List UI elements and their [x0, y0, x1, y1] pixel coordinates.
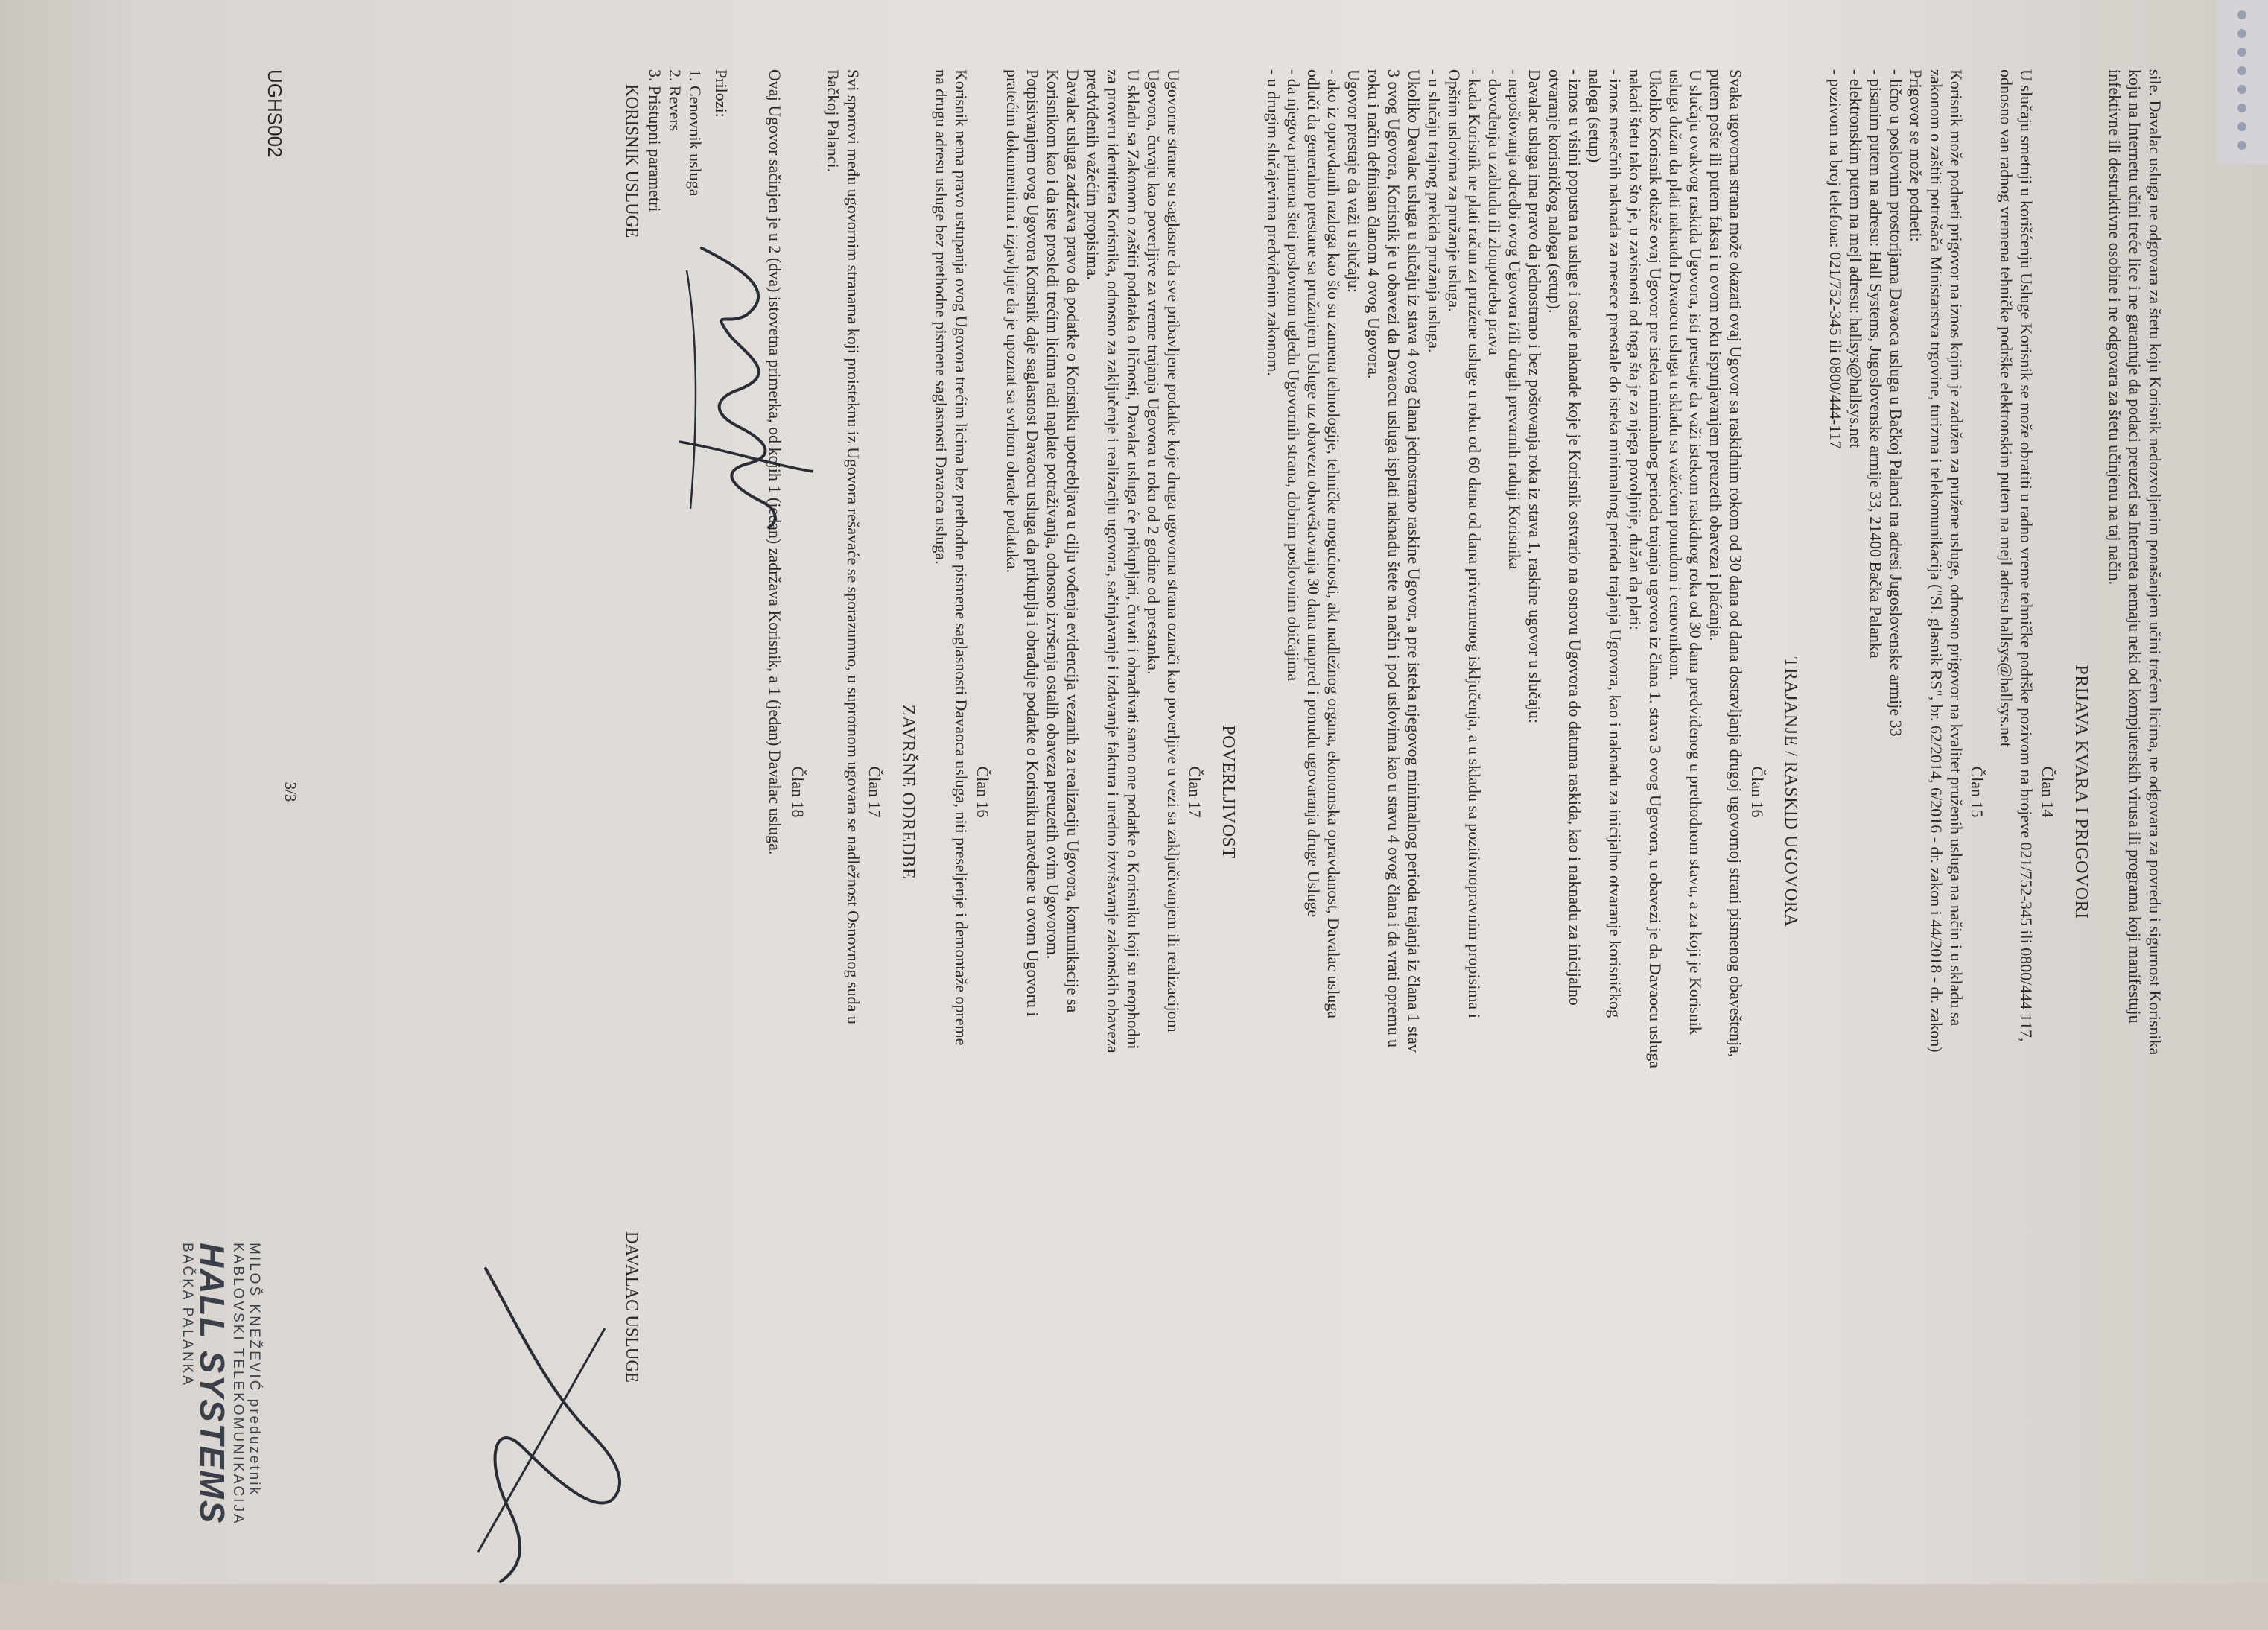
- clan-16-line: - nepoštovanja odredbi ovog Ugovora i/ili drugih prevarnih radnji Korisnika: [1505, 69, 1524, 570]
- clan-17-line: Davalac usluga zadržava pravo da podatke o Korisniku upotrebljava u cilju vođenja evidencija vezanih za realizaciju Ugovora, komunikacije sa: [1064, 69, 1082, 1013]
- section-heading-prijava: PRIJAVA KVARA I PRIGOVORI: [2071, 665, 2091, 919]
- attachment-item: 1. Cenovnik usluga: [686, 69, 705, 197]
- clan-17-line: za proveru identiteta Korisnika, odnosno za zaključenje i realizaciju ugovora, sačinjavanje i izdavanje faktura i uredno izvršavanje zakonskih obaveza: [1104, 69, 1122, 1053]
- clan-16-line: - ako iz opravdanih razloga kao što su zamena tehnologije, tehničke mogućnosti, akt nadležnog organa, ekonomska opravdanost, Davalac usluga: [1324, 69, 1343, 1018]
- clan-16-line: 3 ovog Ugovora, Korisnik je u obavezi da Davaocu usluga isplati naknadu štete na način i pod uslovima kao u stavu 4 ovog člana i da vrati opremu u: [1385, 69, 1403, 1047]
- clan-17-line: pratećim dokumentima i izjavljuje da je upoznat sa svrhom obrade podataka.: [1003, 69, 1022, 574]
- clan-15-text: [1826, 69, 1966, 1053]
- clan-17b-line: Svi sporovi među ugovornim stranama koji proisteknu iz Ugovora rešavaće se sporazumno, u suprotnom ugovara se nadležnost Osnovnog suda u: [844, 69, 863, 1024]
- stamp-line-city: BAČKA PALANKA: [180, 1243, 195, 1387]
- clan-16-line: roku i način definisan članom 4 ovog Ugovora.: [1365, 69, 1383, 379]
- section-heading-trajanje: TRAJANJE / RASKID UGOVORA: [1781, 656, 1800, 927]
- provider-signature-handwriting: [456, 1239, 635, 1596]
- clan-17-line: Korisnikom kao i da iste prosledi trećim licima radi naplate potraživanja, odnosno izvršenja ostalih obaveza preuzetih ovim Ugovorom.: [1044, 69, 1062, 960]
- attachment-item: 3. Pristupni parametri: [646, 69, 664, 212]
- clan-15-line: - pozivom na broj telefona: 021/752-345 ili 0800/444-117: [1826, 69, 1845, 449]
- intro-line: infektivne ili destruktivne osobine i ne odgovara za štetu učinjenu na taj način.: [2106, 69, 2124, 586]
- clan-17-line: Potpisivanjem ovog Ugovora Korisnik daje saglasnost Davaocu usluga da prikuplja i obrađuje podatke o Korisniku navedene u ovom Ugovoru i: [1023, 69, 1042, 1017]
- clan-14-text: [1996, 69, 2036, 1041]
- provider-signature-label: DAVALAC USLUGE: [623, 1231, 641, 1383]
- clan-17b-text: [823, 69, 863, 1024]
- clan-15-title: Član 15: [1968, 766, 1986, 818]
- clan-18-line: Ovaj Ugovor sačinjen je u 2 (dva) istovetna primerka, od kojih 1 (jedan) zadržava Korisnik, a 1 (jedan) Davalac usluga.: [766, 69, 784, 855]
- clan-16-line: usluga dužan da plati naknadu Davaocu usluga u skladu sa važećom ponudom i cenovnikom.: [1666, 69, 1685, 680]
- clan-16-line: - da njegova primena šteti poslovnom ugledu Ugovornih strana, dobrim poslovnim običajima: [1284, 69, 1303, 682]
- clan-15-line: - lično u poslovnim prostorijama Davaoca usluga u Bačkoj Palanci na adresi Jugoslovenske armije 33: [1887, 69, 1905, 737]
- clan-16b-text: [931, 69, 971, 1045]
- clan-15-line: - pisanim putem na adresu: Hall Systems, Jugoslovenske armije 33, 21400 Bačka Palanka: [1867, 69, 1885, 659]
- attachment-item: 2. Revers: [666, 69, 684, 132]
- attachments-title: Prilozi:: [712, 69, 731, 118]
- intro-line: sile. Davalac usluga ne odgovara za štetu koju Korisnik nedozvoljenim ponašanjem učini trećem licima, ne odgovara za povredu i sigurnost Korisnika: [2146, 69, 2164, 1056]
- clan-15-line: Prigovor se može podneti:: [1907, 69, 1925, 242]
- clan-14-line: odnosno van radnog vremena tehničke podrške elektronskim putem na mejl adresu hallsys@hallsys.net: [1997, 69, 2016, 747]
- clan-17-line: predviđenih važećim propisima.: [1084, 69, 1102, 280]
- clan-16-line: nakadi štetu tako što je, u zavisnosti od toga šta je za njega povoljnije, dužan da plati:: [1626, 69, 1645, 630]
- clan-14-title: Član 14: [2039, 766, 2057, 818]
- clan-16-line: - u drugim slučajevima predviđenim zakonom.: [1264, 69, 1283, 376]
- user-signature-handwriting: [664, 226, 858, 539]
- user-signature-label: KORISNIK USLUGE: [623, 84, 641, 238]
- stamp-line-company: HALL SYSTEMS: [193, 1243, 232, 1525]
- page-number: 3/3: [282, 781, 299, 802]
- clan-16b-title: Član 16: [973, 766, 992, 818]
- clan-15-line: - elektronskim putem na mejl adresu: hallsys@hallsys.net: [1846, 69, 1865, 448]
- stamp-line-owner: MILOŠ KNEŽEVIĆ preduzetnik: [247, 1243, 262, 1497]
- clan-17b-title: Član 17: [865, 766, 884, 818]
- clan-17-text: [1003, 69, 1184, 1053]
- clan-16-line: Davalac usluga ima pravo da jednostrano i bez poštovanja roka iz stava 1, raskine ugovor u slučaju:: [1525, 69, 1544, 723]
- clan-17b-line: Bačkoj Palanci.: [824, 69, 842, 173]
- intro-paragraph: [2105, 69, 2165, 1055]
- clan-15-line: zakonom o zaštiti potrošača Ministarstva trgovine, turizma i telekomunikacija ("Sl. glasnik RS", br. 62/2014, 6/2016 - dr. zakon i 44/2018 - dr. zakon): [1927, 69, 1945, 1053]
- clan-16-line: putem pošte ili putem faksa i u ovom roku ispunjavanjem preuzetih obaveza i plaćanja.: [1706, 69, 1725, 641]
- clan-16-line: otvaranje korisničkog naloga (setup).: [1546, 69, 1564, 314]
- clan-17-line: U skladu sa Zakonom o zaštiti podataka o ličnosti, Davalac usluga će prikupljati, čuvati i obrađivati samo one podatke o Korisniku koji su neophodni: [1124, 69, 1143, 1050]
- clan-17-title: Član 17: [1186, 766, 1204, 818]
- clan-16-text: [1263, 69, 1746, 1068]
- clan-16-line: Ugovor prestaje da važi u slučaju:: [1344, 69, 1363, 293]
- clan-16-line: Ukoliko Davalac usluga u slučaju iz stava 4 ovog člana jednostrano raskine Ugovor, a pre isteka njegovog minimalnog perioda trajanja iz člana 1 stav: [1405, 69, 1423, 1053]
- clan-16b-line: na drugu adresu usluge bez prethodne pismene saglasnosti Davaoca usluga.: [932, 69, 950, 565]
- document-code: UGHS002: [264, 69, 286, 158]
- clan-16-line: - dovođenja u zabludu ili zloupotreba prava: [1485, 69, 1504, 355]
- stamp-line-activity: KABLOVSKI TELEKOMUNIKACIJA: [230, 1243, 246, 1526]
- clan-17-line: Ugovorne strane su saglasne da sve pribavljene podatke koje druga ugovorna strana označi kao poverljive u vezi sa zaključivanjem ili realizacijom: [1164, 69, 1183, 1033]
- clan-16-line: U slučaju ovakvog raskida Ugovora, isti prestaje da važi istekom raskidnog roka od 30 dana predviđenog u prethodnom stavu, a za koji je Korisnik: [1686, 69, 1705, 1035]
- intro-line: koju na Internetu učini treće lice i ne garantuje da podaci preuzeti sa Interneta nemaju neki od kompjuterskih virusa ili programa koji manifestuju: [2126, 69, 2144, 1024]
- clan-16-line: - iznos u visini popusta na usluge i ostale naknade koje je Korisnik ostvario na osnovu Ugovora do datuma raskida, kao i naknadu za inicijalno: [1566, 69, 1584, 1006]
- clan-16-line: Ukoliko Korisnik otkaže ovaj Ugovor pre isteka minimalnog perioda trajanja ugovora iz člana 1. stava 3 ovog Ugovora, u obavezi je da Davaocu usluga: [1646, 69, 1665, 1068]
- clan-16-line: - kada Korisnik ne plati račun za pružene usluge u roku od 60 dana od dana privremenog isključenja, a u skladu sa pozitivnopravnim propisima i: [1465, 69, 1484, 1018]
- company-stamp: [150, 1243, 262, 1630]
- clan-16-title: Član 16: [1748, 766, 1767, 818]
- section-heading-zavrsne: ZAVRŠNE ODREDBE: [898, 704, 918, 880]
- clan-16-line: Svaka ugovorna strana može okazati ovaj Ugovor sa raskidnim rokom od 30 dana od dana dostavljanja drugoj ugovornoj strani pismenog obaveštenja,: [1727, 69, 1745, 1058]
- clan-17-line: Ugovora, čuvaju kao poverljive za vreme trajanja Ugovora u roku od 2 godine od prestanka.: [1144, 69, 1163, 675]
- clan-18-title: Član 18: [789, 766, 807, 818]
- clan-15-line: Korisnik može podneti prigovor na iznos kojim je zadužen za pružene usluge, odnosno prigovor na kvalitet pruženih usluga na način i u skladu sa: [1947, 69, 1966, 1027]
- clan-16-line: Opštim uslovima za pružanje usluga.: [1445, 69, 1464, 312]
- clan-16-line: - u slučaju trajnog prekida pružanja usluga.: [1425, 69, 1443, 353]
- attachments-list: [645, 69, 731, 212]
- section-heading-poverljivost: POVERLJIVOST: [1219, 725, 1238, 859]
- document-page: [31, 17, 2236, 1567]
- clan-16-line: - iznos mesečnih naknada za mesece preostale do isteka minimalnog perioda trajanja Ugovora, kao i naknadu za inicijalno otvaranje korisničkog: [1606, 69, 1624, 1018]
- clan-14-line: U slučaju smetnji u korišćenju Usluge Korisnik se može obratiti u radno vreme tehničke podrške pozivom na brojeve 021/752-345 ili 0800/444 117,: [2017, 69, 2036, 1042]
- clan-16b-line: Korisnik nema pravo ustupanja ovog Ugovora trećim licima bez prethodne pismene saglasnosti Davaoca usluga, niti preseljenje i demontaže opreme: [952, 69, 971, 1046]
- clan-16-line: odluči da generalno prestane sa pružanjem Usluge uz obavezu obaveštavanja 30 dana unapred i ponudu ugovaranja druge Usluge: [1304, 69, 1323, 918]
- clan-16-line: naloga (setup): [1586, 69, 1604, 163]
